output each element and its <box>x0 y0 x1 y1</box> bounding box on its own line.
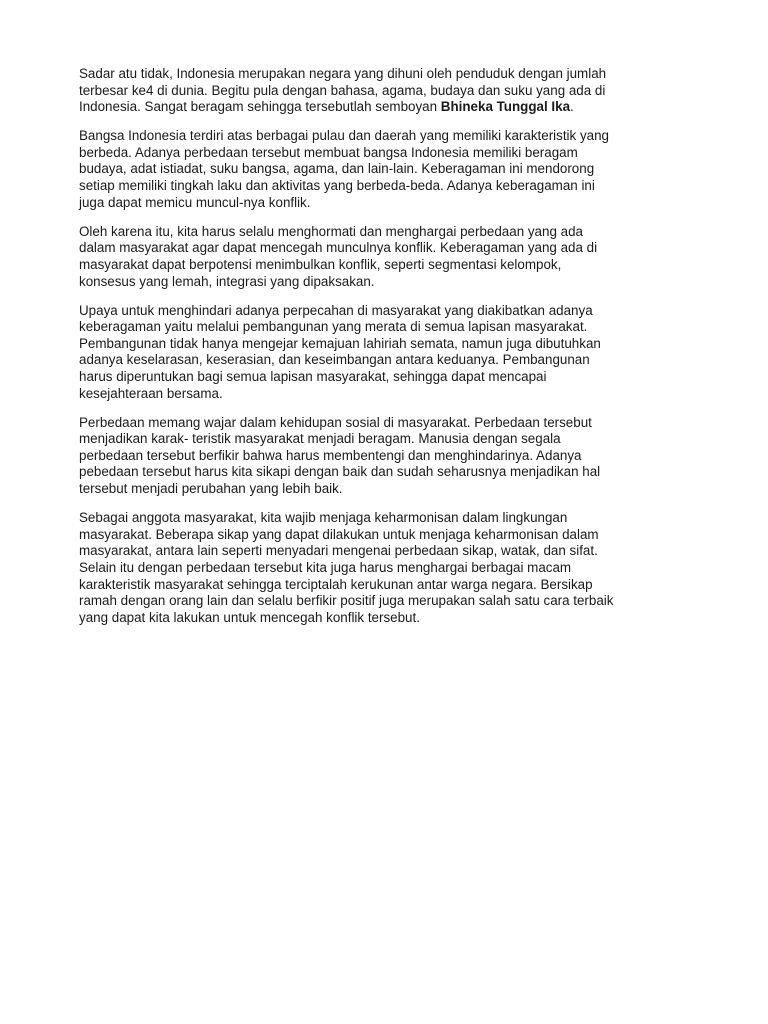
paragraph-3: Oleh karena itu, kita harus selalu menghormati dan menghargai perbedaan yang ada dalam masyarakat agar dapat mencegah munculnya konflik. Keberagaman yang ada di masyarakat dapat berpotensi menimbulkan konflik, seperti segmentasi kelompok, konsesus yang lemah, integrasi yang dipaksakan. <box>79 223 598 289</box>
paragraph-6: Sebagai anggota masyarakat, kita wajib menjaga keharmonisan dalam lingkungan masyarakat. Beberapa sikap yang dapat dilakukan untuk menjaga keharmonisan dalam masyarakat, antara lain seperti menyadari mengenai perbedaan sikap, watak, dan sifat. Selain itu dengan perbedaan tersebut kita juga harus menghargai berbagai macam karakteristik masyarakat sehingga terciptalah kerukunan antar warga negara. Bersikap ramah dengan orang lain dan selalu berfikir positif juga merupakan salah satu cara terbaik yang dapat kita lakukan untuk mencegah konflik tersebut. <box>79 510 614 625</box>
motto-bold-text: Bhineka Tunggal Ika <box>440 99 571 115</box>
paragraph-4: Upaya untuk menghindari adanya perpecahan di masyarakat yang diakibatkan adanya keberagaman yaitu melalui pembangunan yang merata di semua lapisan masyarakat. Pembangunan tidak hanya mengejar kemajuan lahiriah semata, namun juga dibutuhkan adanya keselarasan, keserasian, dan keseimbangan antara keduanya. Pembangunan harus diperuntukan bagi semua lapisan masyarakat, sehingga dapat mencapai kesejahteraan bersama. <box>79 302 601 401</box>
paragraph-1-text: Sadar atu tidak, Indonesia merupakan negara yang dihuni oleh penduduk dengan jumlah terbesar ke4 di dunia. Begitu pula dengan bahasa, agama, budaya dan suku yang ada di Indonesia. Sangat beragam sehingga tersebutlah semboyan <box>79 66 607 115</box>
paragraph-1-end: . <box>570 99 574 115</box>
document-page <box>79 66 694 639</box>
paragraph-2: Bangsa Indonesia terdiri atas berbagai pulau dan daerah yang memiliki karakteristik yang berbeda. Adanya perbedaan tersebut membuat bangsa Indonesia memiliki beragam budaya, adat istiadat, suku bangsa, agama, dan lain-lain. Keberagaman ini mendorong setiap memiliki tingkah laku dan aktivitas yang berbeda-beda. Adanya keberagaman ini juga dapat memicu muncul-nya konflik. <box>79 128 609 210</box>
paragraph-5: Perbedaan memang wajar dalam kehidupan sosial di masyarakat. Perbedaan tersebut menjadikan karak- teristik masyarakat menjadi beragam. Manusia dengan segala perbedaan tersebut berfikir bahwa harus membentengi dan menghindarinya. Adanya pebedaan tersebut harus kita sikapi dengan baik dan sudah seharusnya menjadikan hal tersebut menjadi perubahan yang lebih baik. <box>79 414 601 497</box>
paragraph-1 <box>79 66 694 116</box>
